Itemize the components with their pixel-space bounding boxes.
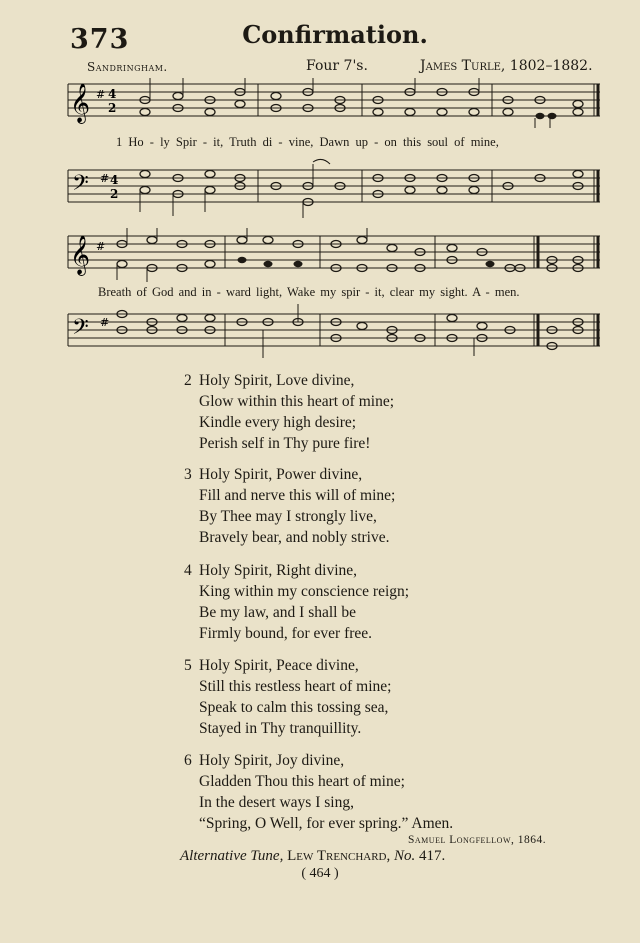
svg-text:𝄞: 𝄞 xyxy=(70,83,91,123)
music-staff-system1-bass xyxy=(0,150,640,220)
stanza-line: Gladden Thou this heart of mine; xyxy=(199,773,405,790)
stanza-line: Fill and nerve this will of mine; xyxy=(199,487,396,504)
stanza-number: 6 xyxy=(184,752,192,769)
stanza-line: Stayed in Thy tranquillity. xyxy=(199,720,362,737)
music-staff-system2-treble xyxy=(0,228,640,283)
stanza-line: Glow within this heart of mine; xyxy=(199,393,395,410)
page-number: ( 464 ) xyxy=(301,866,339,881)
stanza-line: Holy Spirit, Right divine, xyxy=(199,562,358,579)
tune-name: Sandringham. xyxy=(87,60,168,74)
stanza-number: 2 xyxy=(184,372,192,389)
stanza-line: Be my law, and I shall be xyxy=(199,604,356,621)
stanza-number: 5 xyxy=(184,657,192,674)
lyrics-system2: Breath of God and in - ward light, Wake my spir - it, clear my sight. A - men. xyxy=(98,285,520,299)
hymn-title: Confirmation. xyxy=(242,20,428,49)
svg-text:#: # xyxy=(100,172,110,185)
svg-text:4: 4 xyxy=(110,173,119,187)
svg-text:𝄢: 𝄢 xyxy=(72,171,89,201)
stanza-line: Speak to calm this tossing sea, xyxy=(199,699,389,716)
stanza-3 xyxy=(184,464,395,548)
svg-text:#: # xyxy=(96,88,106,101)
stanza-line: Holy Spirit, Peace divine, xyxy=(199,657,359,674)
stanza-line: By Thee may I strongly live, xyxy=(199,508,377,525)
svg-text:4: 4 xyxy=(108,87,117,101)
stanza-line: Kindle every high desire; xyxy=(199,414,357,431)
stanza-4 xyxy=(184,560,409,644)
stanza-line: Holy Spirit, Love divine, xyxy=(199,372,355,389)
stanza-line: In the desert ways I sing, xyxy=(199,794,354,811)
stanza-line: Firmly bound, for ever free. xyxy=(199,625,373,642)
svg-text:#: # xyxy=(100,316,110,329)
svg-text:2: 2 xyxy=(108,101,117,115)
music-staff-system2-bass xyxy=(0,300,640,362)
stanza-6 xyxy=(184,750,453,834)
stanza-line: “Spring, O Well, for ever spring.” Amen. xyxy=(199,815,454,832)
composer: James Turle, 1802–1882. xyxy=(420,58,593,74)
stanza-line: King within my conscience reign; xyxy=(199,583,410,600)
text-author: Samuel Longfellow, 1864. xyxy=(408,834,547,846)
lyrics-system1: 1 Ho - ly Spir - it, Truth di - vine, Dawn up - on this soul of mine, xyxy=(116,135,499,149)
alt-tune-name: Lew Trenchard, xyxy=(287,848,391,864)
svg-text:2: 2 xyxy=(110,187,119,201)
svg-text:𝄞: 𝄞 xyxy=(70,235,91,275)
alt-tune-number: 417. xyxy=(419,848,446,864)
stanza-line: Holy Spirit, Joy divine, xyxy=(199,752,345,769)
hymn-number: 373 xyxy=(70,24,130,55)
stanza-line: Holy Spirit, Power divine, xyxy=(199,466,363,483)
stanza-line: Perish self in Thy pure fire! xyxy=(199,435,371,452)
alternative-tune: Alternative Tune, Lew Trenchard, No. 417. xyxy=(180,848,446,864)
svg-text:𝄢: 𝄢 xyxy=(72,315,89,345)
stanza-number: 4 xyxy=(184,562,192,579)
stanza-5 xyxy=(184,655,391,739)
meter: Four 7's. xyxy=(306,58,368,74)
stanza-line: Still this restless heart of mine; xyxy=(199,678,392,695)
music-staff-system1-treble xyxy=(0,78,640,133)
svg-text:#: # xyxy=(96,240,106,253)
stanza-line: Bravely bear, and nobly strive. xyxy=(199,529,390,546)
stanza-2 xyxy=(184,370,394,454)
stanza-number: 3 xyxy=(184,466,192,483)
